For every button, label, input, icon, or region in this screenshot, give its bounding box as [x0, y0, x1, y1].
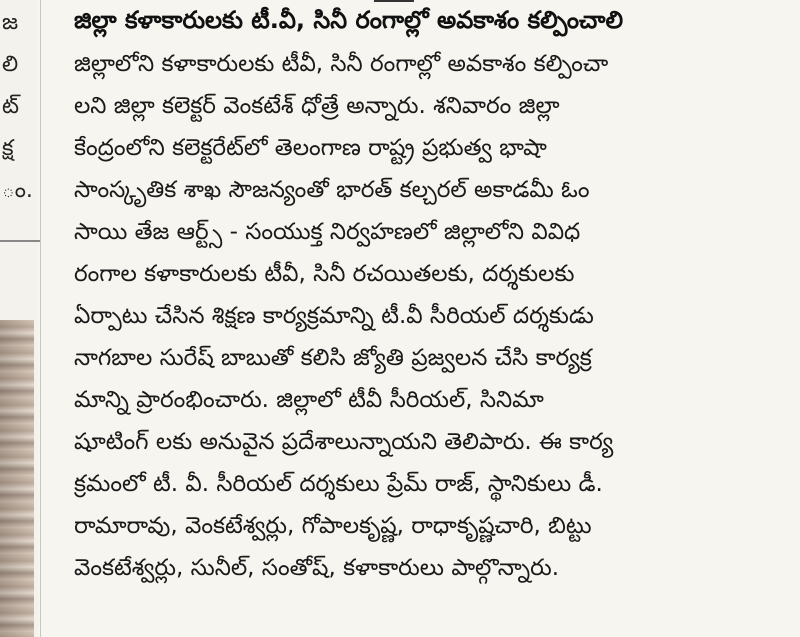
- article-line: లని జిల్లా కలెక్టర్ వెంకటేశ్ ధోత్రే అన్నారు. శనివారం జిల్లా: [74, 93, 560, 119]
- article-line: రంగాల కళాకారులకు టీవీ, సినీ రచయితలకు, దర్శకులకు: [74, 261, 575, 287]
- adjacent-column-fragment: [0, 0, 38, 637]
- fragment-text: లి: [2, 52, 19, 77]
- cropped-top-text: [374, 0, 414, 2]
- article-line: నాగబాల సురేష్ బాబుతో కలిసి జ్యోతి ప్రజ్వలన చేసి కార్యక్ర: [74, 345, 592, 371]
- fragment-text: క్ష: [2, 136, 14, 161]
- article-line: ఏర్పాటు చేసిన శిక్షణ కార్యక్రమాన్ని టీ.వీ సీరియల్ దర్శకుడు: [74, 303, 594, 329]
- column-divider: [40, 0, 41, 637]
- fragment-text: ట్: [2, 94, 19, 119]
- column-rule: [0, 240, 40, 242]
- article-headline: జిల్లా కళాకారులకు టీ.వీ, సినీ రంగాల్లో అవకాశం కల్పించాలి: [74, 6, 624, 34]
- article-line: వెంకటేశ్వర్లు, సునీల్, సంతోష్, కళాకారులు పాల్గొన్నారు.: [74, 555, 560, 581]
- article-line: జిల్లాలోని కళాకారులకు టీవీ, సినీ రంగాల్లో అవకాశం కల్పించా: [74, 51, 609, 77]
- article-line: రామారావు, వెంకటేశ్వర్లు, గోపాలకృష్ణ, రాధాకృష్ణచారి, బిట్టు: [74, 513, 592, 539]
- adjacent-photo: [0, 320, 34, 637]
- article-line: కేంద్రంలోని కలెక్టరేట్‌లో తెలంగాణ రాష్ట్ర ప్రభుత్వ భాషా: [74, 135, 547, 161]
- article-line: సాయి తేజ ఆర్ట్స్ - సంయుక్త నిర్వహణలో జిల్లాలోని వివిధ: [74, 219, 581, 245]
- fragment-text: ం.: [2, 178, 33, 203]
- cropped-bottom-text: [74, 626, 454, 637]
- article-line: సాంస్కృతిక శాఖ సౌజన్యంతో భారత్ కల్చరల్ అకాడమీ ఓం: [74, 177, 590, 203]
- article-line: మాన్ని ప్రారంభించారు. జిల్లాలో టీవీ సీరియల్, సినిమా: [74, 387, 544, 413]
- article-line: షూటింగ్ లకు అనువైన ప్రదేశాలున్నాయని తెలిపారు. ఈ కార్య: [74, 429, 614, 455]
- fragment-text: జ: [2, 10, 19, 35]
- article-line: క్రమంలో టీ. వీ. సీరియల్ దర్శకులు ప్రేమ్ రాజ్, స్థానికులు డీ.: [74, 471, 603, 497]
